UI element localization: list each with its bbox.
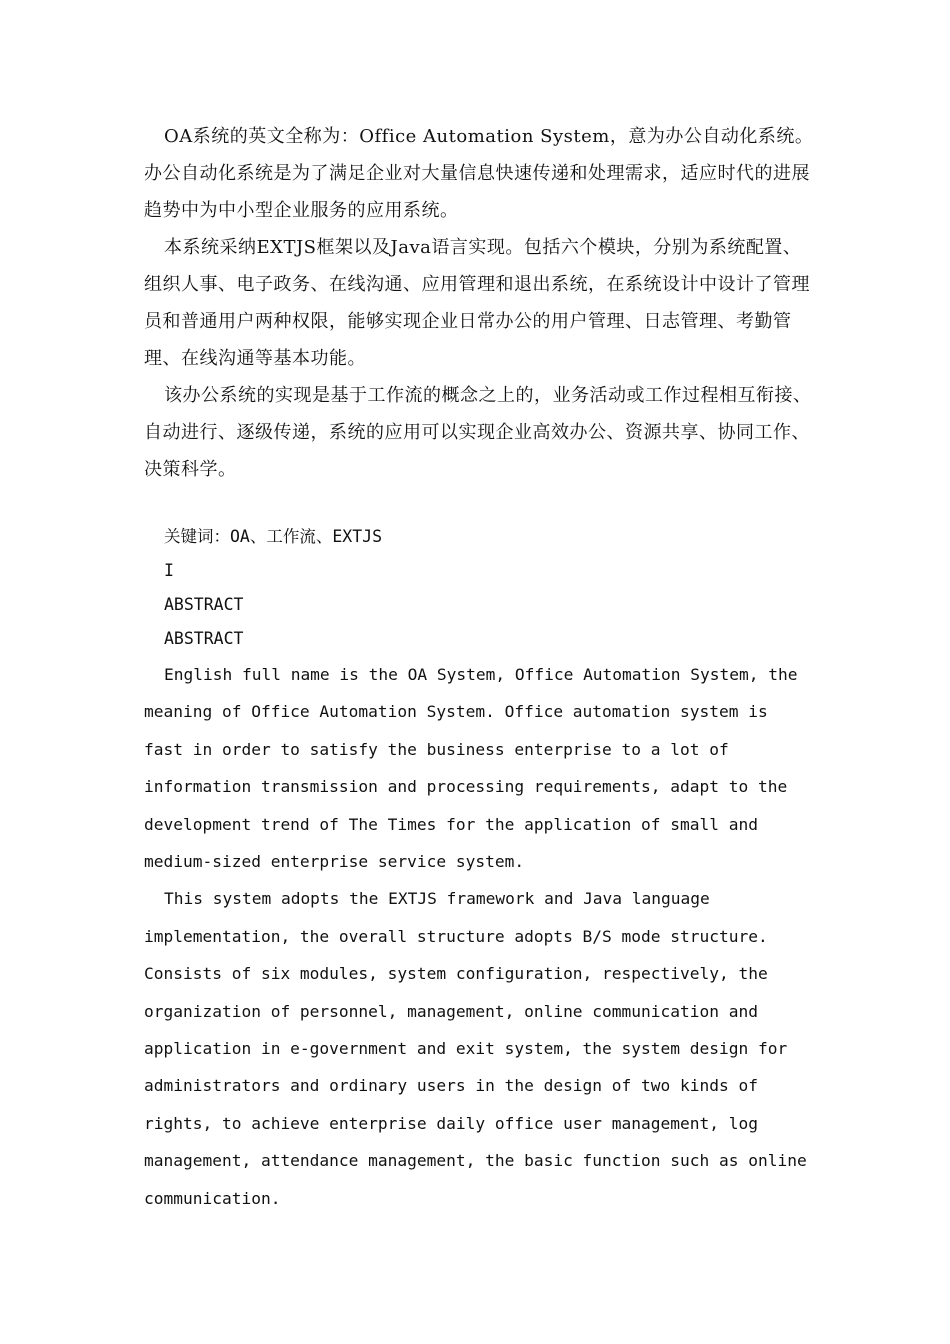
document-page (144, 118, 814, 1217)
spacer (144, 488, 814, 520)
abstract-cn-paragraph: OA系统的英文全称为：Office Automation System，意为办公自动化系统。办公自动化系统是为了满足企业对大量信息快速传递和处理需求，适应时代的进展趋势中为中小型企业服务的应用系统。 (144, 126, 814, 221)
abstract-cn (144, 118, 814, 488)
page-number: I (164, 561, 174, 580)
abstract-cn-paragraph: 该办公系统的实现是基于工作流的概念之上的，业务活动或工作过程相互衔接、自动进行、逐级传递，系统的应用可以实现企业高效办公、资源共享、协同工作、决策科学。 (144, 385, 812, 480)
abstract-heading-repeat: ABSTRACT (164, 629, 244, 648)
abstract-heading: ABSTRACT (164, 595, 244, 614)
abstract-cn-paragraph: 本系统采纳EXTJS框架以及Java语言实现。包括六个模块，分别为系统配置、组织人事、电子政务、在线沟通、应用管理和退出系统，在系统设计中设计了管理员和普通用户两种权限，能够实现企业日常办公的用户管理、日志管理、考勤管理、在线沟通等基本功能。 (144, 237, 810, 369)
keywords-cn: 关键词：OA、工作流、EXTJS (164, 527, 383, 546)
abstract-en-paragraph: This system adopts the EXTJS framework and Java language implementation, the overall structure adopts B/S mode structure. Consists of six modules, system configuration, respectively, the organization of personnel, management, online communication and application in e-government and exit system, the system design for administrators and ordinary users in the design of two kinds of rights, to achieve enterprise daily office user management, log management, attendance management, the basic function such as online communication. (144, 889, 807, 1208)
abstract-en (144, 656, 814, 1217)
abstract-en-paragraph: English full name is the OA System, Office Automation System, the meaning of Office Automation System. Office automation system is fast in order to satisfy the business enterprise to a lot of information transmission and processing requirements, adapt to the development trend of The Times for the application of small and medium-sized enterprise service system. (144, 665, 798, 872)
